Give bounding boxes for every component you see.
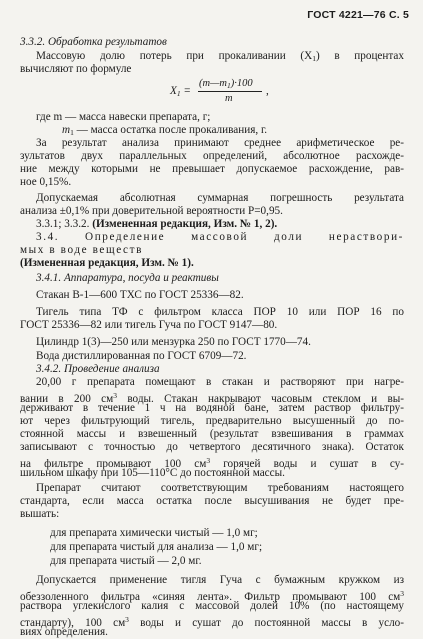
formula-lhs: $X_1$ =	[170, 85, 191, 98]
section-3-4-title-cont: мых в воде веществ	[20, 244, 143, 256]
paragraph-line: на фильтре промывают 100 $см^3$ горячей воды и сушат в су-	[20, 456, 404, 470]
amendment-note: (Измененная редакция, Изм. № 1).	[20, 257, 194, 269]
equipment-item: Вода дистиллированная по ГОСТ 6709—72.	[36, 350, 247, 362]
paragraph-line: виях определения.	[20, 626, 108, 638]
where-line: $m_1$ — масса остатка после прокаливания, г.	[62, 124, 268, 137]
section-3-4-title: 3.4. Определение массовой доли нераствори-	[36, 231, 404, 243]
amendment-note: 3.3.1; 3.3.2. (Измененная редакция, Изм. № 1, 2).	[36, 218, 278, 230]
limit-item: для препарата химически чистый — 1,0 мг;	[50, 527, 258, 539]
paragraph-line: анализа ±0,1% при доверительной вероятности P=0,95.	[20, 205, 283, 217]
paragraph-line: Допускается применение тигля Гуча с бумажным кружком из	[36, 574, 404, 586]
paragraph-line: зультатов двух параллельных определений, абсолютное расхожде-	[20, 150, 404, 162]
paragraph-line: записывают с точностью до четвертого десятичного знака). Остаток	[20, 441, 404, 453]
page-header: ГОСТ 4221—76 С. 5	[307, 9, 409, 21]
where-line: где m — масса навески препарата, г;	[36, 111, 211, 123]
paragraph-line: шильном шкафу при 105—110°С до постоянной массы.	[20, 467, 285, 479]
paragraph-line: стандарта, если масса остатка после высушивания не будет пре-	[20, 495, 404, 507]
paragraph-line: Массовую долю потерь при прокаливании $(X_1)$ в процентах	[36, 50, 404, 63]
paragraph-line: вычисляют по формуле	[20, 63, 132, 75]
limit-item: для препарата чистый — 2,0 мг.	[50, 555, 202, 567]
paragraph-line: держивают в течение 1 ч на водяной бане, затем раствор фильтру-	[20, 402, 404, 414]
formula-denominator: m	[225, 93, 233, 104]
fraction-bar	[198, 91, 262, 92]
formula-numerator: $(m—m_1)\cdot 100$	[199, 78, 253, 90]
formula	[170, 78, 280, 106]
paragraph-line: ное 0,15%.	[20, 176, 72, 188]
paragraph-line: Препарат считают соответствующим требованиям настоящего	[36, 482, 404, 494]
equipment-item: Цилиндр 1(3)—250 или мензурка 250 по ГОСТ 1770—74.	[36, 336, 311, 348]
limit-item: для препарата чистый для анализа — 1,0 мг;	[50, 541, 263, 553]
paragraph-line: ние между которыми не превышает допускаемое расхождение, рав-	[20, 163, 404, 175]
paragraph-line: Допускаемая абсолютная суммарная погрешность результата	[36, 192, 404, 204]
section-3-4-2-title: 3.4.2. Проведение анализа	[36, 363, 160, 375]
equipment-item: Стакан В-1—600 ТХС по ГОСТ 25336—82.	[36, 289, 244, 301]
formula-comma: ,	[266, 85, 269, 97]
equipment-item-cont: ГОСТ 25336—82 или тигель Гуча по ГОСТ 9147—80.	[20, 319, 278, 331]
paragraph-line: вании в 200 $см^3$ воды. Стакан накрывают часовым стеклом и вы-	[20, 391, 405, 405]
paragraph-line: стандарту), 100 $см^3$ воды и сушат до постоянной массы в усло-	[20, 615, 405, 629]
paragraph-line: обеззоленного фильтра «синяя лента». Фильтр промывают 100 $см^3$	[20, 589, 404, 603]
paragraph-line: За результат анализа принимают среднее арифметическое ре-	[36, 137, 404, 149]
paragraph-line: вышать:	[20, 508, 60, 520]
section-3-3-2-title: 3.3.2. Обработка результатов	[20, 36, 167, 48]
paragraph-line: стоянной массы и взвешенный (результат взвешивания в граммах	[20, 428, 404, 440]
paragraph-line: раствора углекислого калия с массовой долей 10% (по настоящему	[20, 600, 404, 612]
paragraph-line: 20,00 г препарата помещают в стакан и растворяют при нагре-	[36, 376, 404, 388]
equipment-item: Тигель типа ТФ с фильтром класса ПОР 10 или ПОР 16 по	[36, 306, 404, 318]
paragraph-line: ют через фильтрующий тигель, предварительно высушенный до по-	[20, 415, 404, 427]
section-3-4-1-title: 3.4.1. Аппаратура, посуда и реактивы	[36, 272, 219, 284]
